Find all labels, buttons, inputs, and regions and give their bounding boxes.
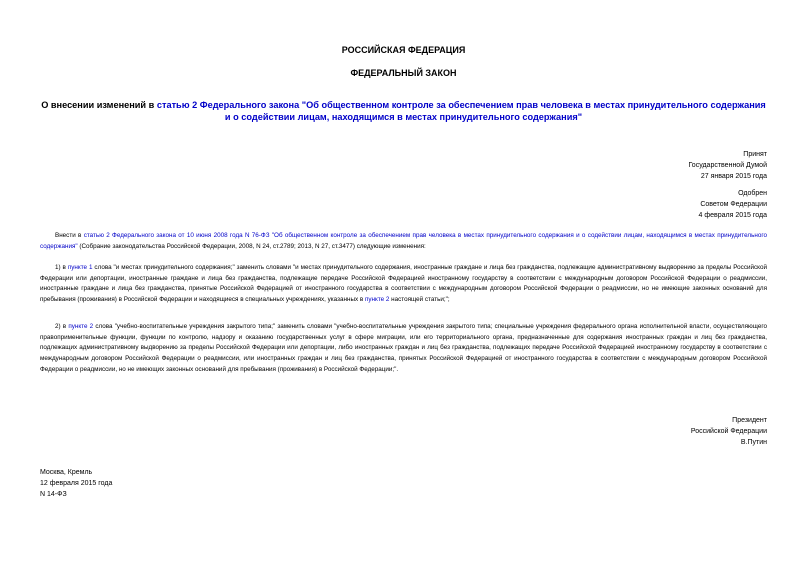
law-number: N 14-ФЗ [40, 491, 67, 498]
approved-line2: Советом Федерации [700, 201, 767, 208]
intro-paragraph [40, 231, 767, 252]
adopted-line1: Принят [743, 151, 767, 158]
place-date-block [40, 467, 112, 500]
place-city: Москва, Кремль [40, 469, 93, 476]
approved-line1: Одобрен [738, 190, 767, 197]
item1-text: слова "и местах принудительного содержания;" заменить словами "и местах принудительного содержания, иностранные граждане и лица без гражданства, подлежащие административному выдворению за пределы Российской Федерации или депортации, иностранные граждане и лица без гражданства, подлежащие передаче Российской Федерацией иностранному государству в соответствии с международным договором Российской Федерации о реадмиссии, иностранные граждане и лица без гражданства, принятые Российской Федерацией от иностранного государства в соответствии с международным договором Российской Федерации о реадмиссии, но не имеющие законных оснований для пребывания (проживания) в Российской Федерации и находящиеся в специальных учреждениях, указанных в [40, 264, 767, 304]
item1-prefix: 1) в [55, 264, 68, 271]
item2-prefix: 2) в [55, 323, 69, 330]
intro-prefix: Внести в [55, 232, 84, 239]
amendment-item-1 [40, 263, 767, 306]
item1-point1-link[interactable]: пункте 1 [67, 264, 93, 271]
document-title [40, 99, 767, 123]
signature-country: Российской Федерации [690, 428, 767, 435]
intro-law-link[interactable]: статью 2 Федерального закона от 10 июня 2008 года N 76-ФЗ "Об общественном контроле за обеспечением прав человека в местах принудительного содержания и о содействии лицам, находящимся в местах принудительного содержания" [40, 232, 767, 250]
place-date: 12 февраля 2015 года [40, 480, 113, 487]
adopted-date: 27 января 2015 года [700, 173, 767, 180]
amendment-item-2 [40, 322, 767, 376]
intro-suffix: (Собрание законодательства Российской Федерации, 2008, N 24, ст.2789; 2013, N 27, ст.3477) следующие изменения: [77, 242, 426, 250]
title-prefix: О внесении изменений в [41, 100, 157, 110]
signature-name: В.Путин [740, 439, 767, 446]
federation-heading: РОССИЙСКАЯ ФЕДЕРАЦИЯ [341, 45, 466, 55]
law-type-heading: ФЕДЕРАЛЬНЫЙ ЗАКОН [350, 68, 457, 78]
approved-date: 4 февраля 2015 года [698, 212, 767, 219]
item2-point2-link[interactable]: пункте 2 [68, 323, 94, 330]
adopted-block [688, 149, 767, 182]
item1-point2-link[interactable]: пункте 2 [364, 296, 390, 304]
signature-block [691, 415, 767, 448]
item2-text: слова "учебно-воспитательные учреждения закрытого типа;" заменить словами "учебно-воспитательные учреждения закрытого типа; специальные учреждения федерального органа исполнительной власти, осуществляющего правоприменительные функции, функции по контролю, надзору и оказанию государственных услуг в сфере миграции, или его территориального органа, предназначенные для содержания иностранных граждан и лиц без гражданства, подлежащих административному выдворению за пределы Российской Федерации или депортации, либо иностранных граждан и лиц без гражданства, подлежащих передаче Российской Федерацией иностранному государству в соответствии с международным договором Российской Федерации о реадмиссии, или иностранных граждан и лиц без гражданства, принятых Российской Федерацией от иностранного государства в соответствии с международным договором Российской Федерации о реадмиссии, но не имеющих законных оснований для пребывания (проживания) в Российской Федерации;". [40, 323, 767, 373]
signature-title: Президент [732, 417, 767, 424]
approved-block [699, 188, 767, 221]
item1-suffix: настоящей статьи;"; [389, 296, 450, 304]
title-article-link[interactable]: статью 2 Федерального закона "Об общественном контроле за обеспечением прав человека в местах принудительного содержания и о содействии лицам, находящимся в местах принудительного содержания" [156, 100, 766, 122]
adopted-line2: Государственной Думой [688, 162, 767, 169]
